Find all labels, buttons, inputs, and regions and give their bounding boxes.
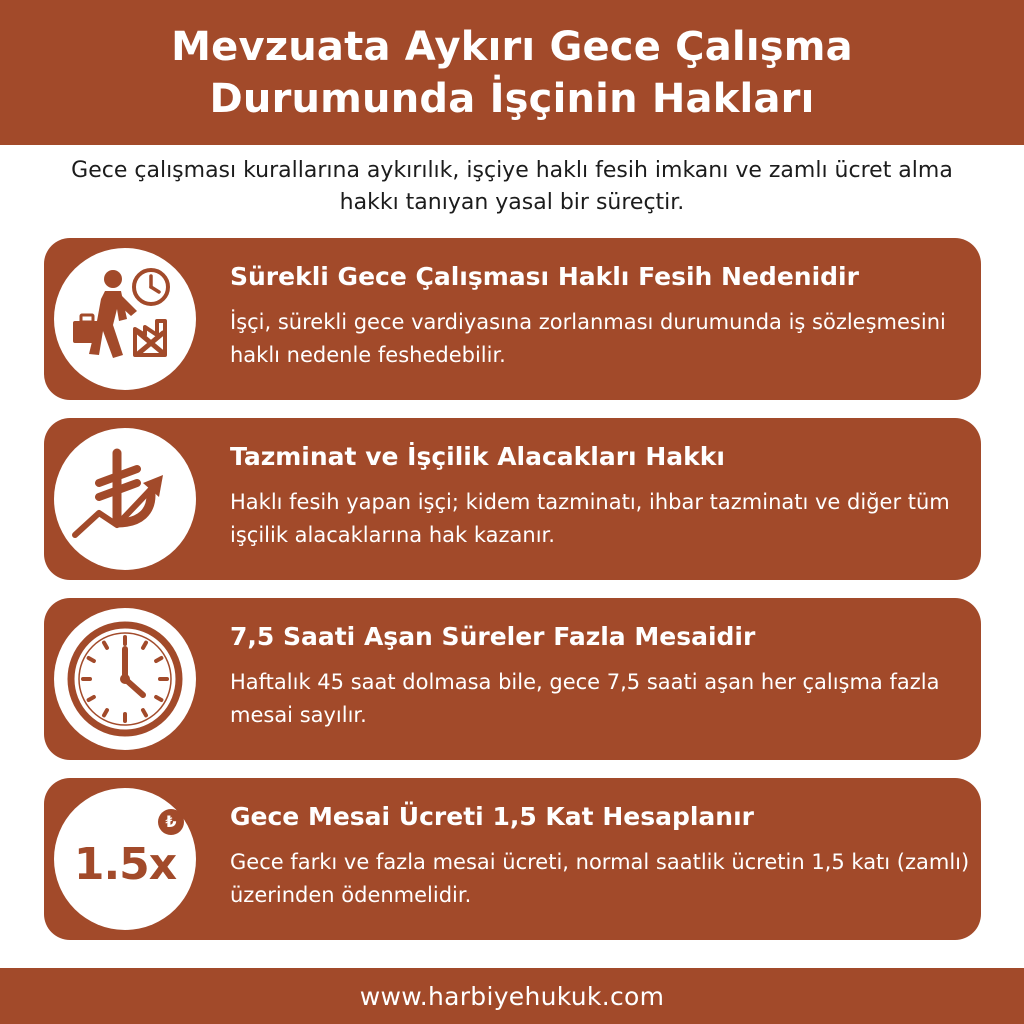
multiplier-text: 1.5x (73, 839, 177, 890)
page-title: Mevzuata Aykırı Gece Çalışma Durumunda İşçinin Hakları (171, 23, 853, 122)
info-card-termination (44, 238, 981, 400)
website-link[interactable]: www.harbiyehukuk.com (359, 981, 665, 1011)
multiplier-icon (54, 788, 196, 930)
card-title: Tazminat ve İşçilik Alacakları Hakkı (230, 442, 725, 471)
lira-badge-icon: ₺ (158, 809, 184, 835)
clock-icon (54, 608, 196, 750)
card-text: İşçi, sürekli gece vardiyasına zorlanması durumunda iş sözleşmesini haklı nedenle feshedebilir. (230, 310, 946, 367)
header-banner (0, 0, 1024, 145)
card-text: Haftalık 45 saat dolmasa bile, gece 7,5 saati aşan her çalışma fazla mesai sayılır. (230, 670, 940, 727)
card-title: 7,5 Saati Aşan Süreler Fazla Mesaidir (230, 622, 756, 651)
subtitle: Gece çalışması kurallarına aykırılık, işçiye haklı fesih imkanı ve zamlı ücret alma hakkı tanıyan yasal bir süreçtir. (71, 158, 953, 215)
card-title: Sürekli Gece Çalışması Haklı Fesih Nedenidir (230, 262, 859, 291)
footer-bar (0, 968, 1024, 1024)
info-card-overtime (44, 598, 981, 760)
card-title: Gece Mesai Ücreti 1,5 Kat Hesaplanır (230, 802, 754, 831)
lira-growth-icon (54, 428, 196, 570)
info-card-compensation (44, 418, 981, 580)
card-text: Haklı fesih yapan işçi; kidem tazminatı, ihbar tazminatı ve diğer tüm işçilik alacaklarına hak kazanır. (230, 490, 950, 547)
walking-worker-clock-icon (54, 248, 196, 390)
info-card-night-pay (44, 778, 981, 940)
card-text: Gece farkı ve fazla mesai ücreti, normal saatlik ücretin 1,5 katı (zamlı) üzerinden ödenmelidir. (230, 850, 970, 907)
